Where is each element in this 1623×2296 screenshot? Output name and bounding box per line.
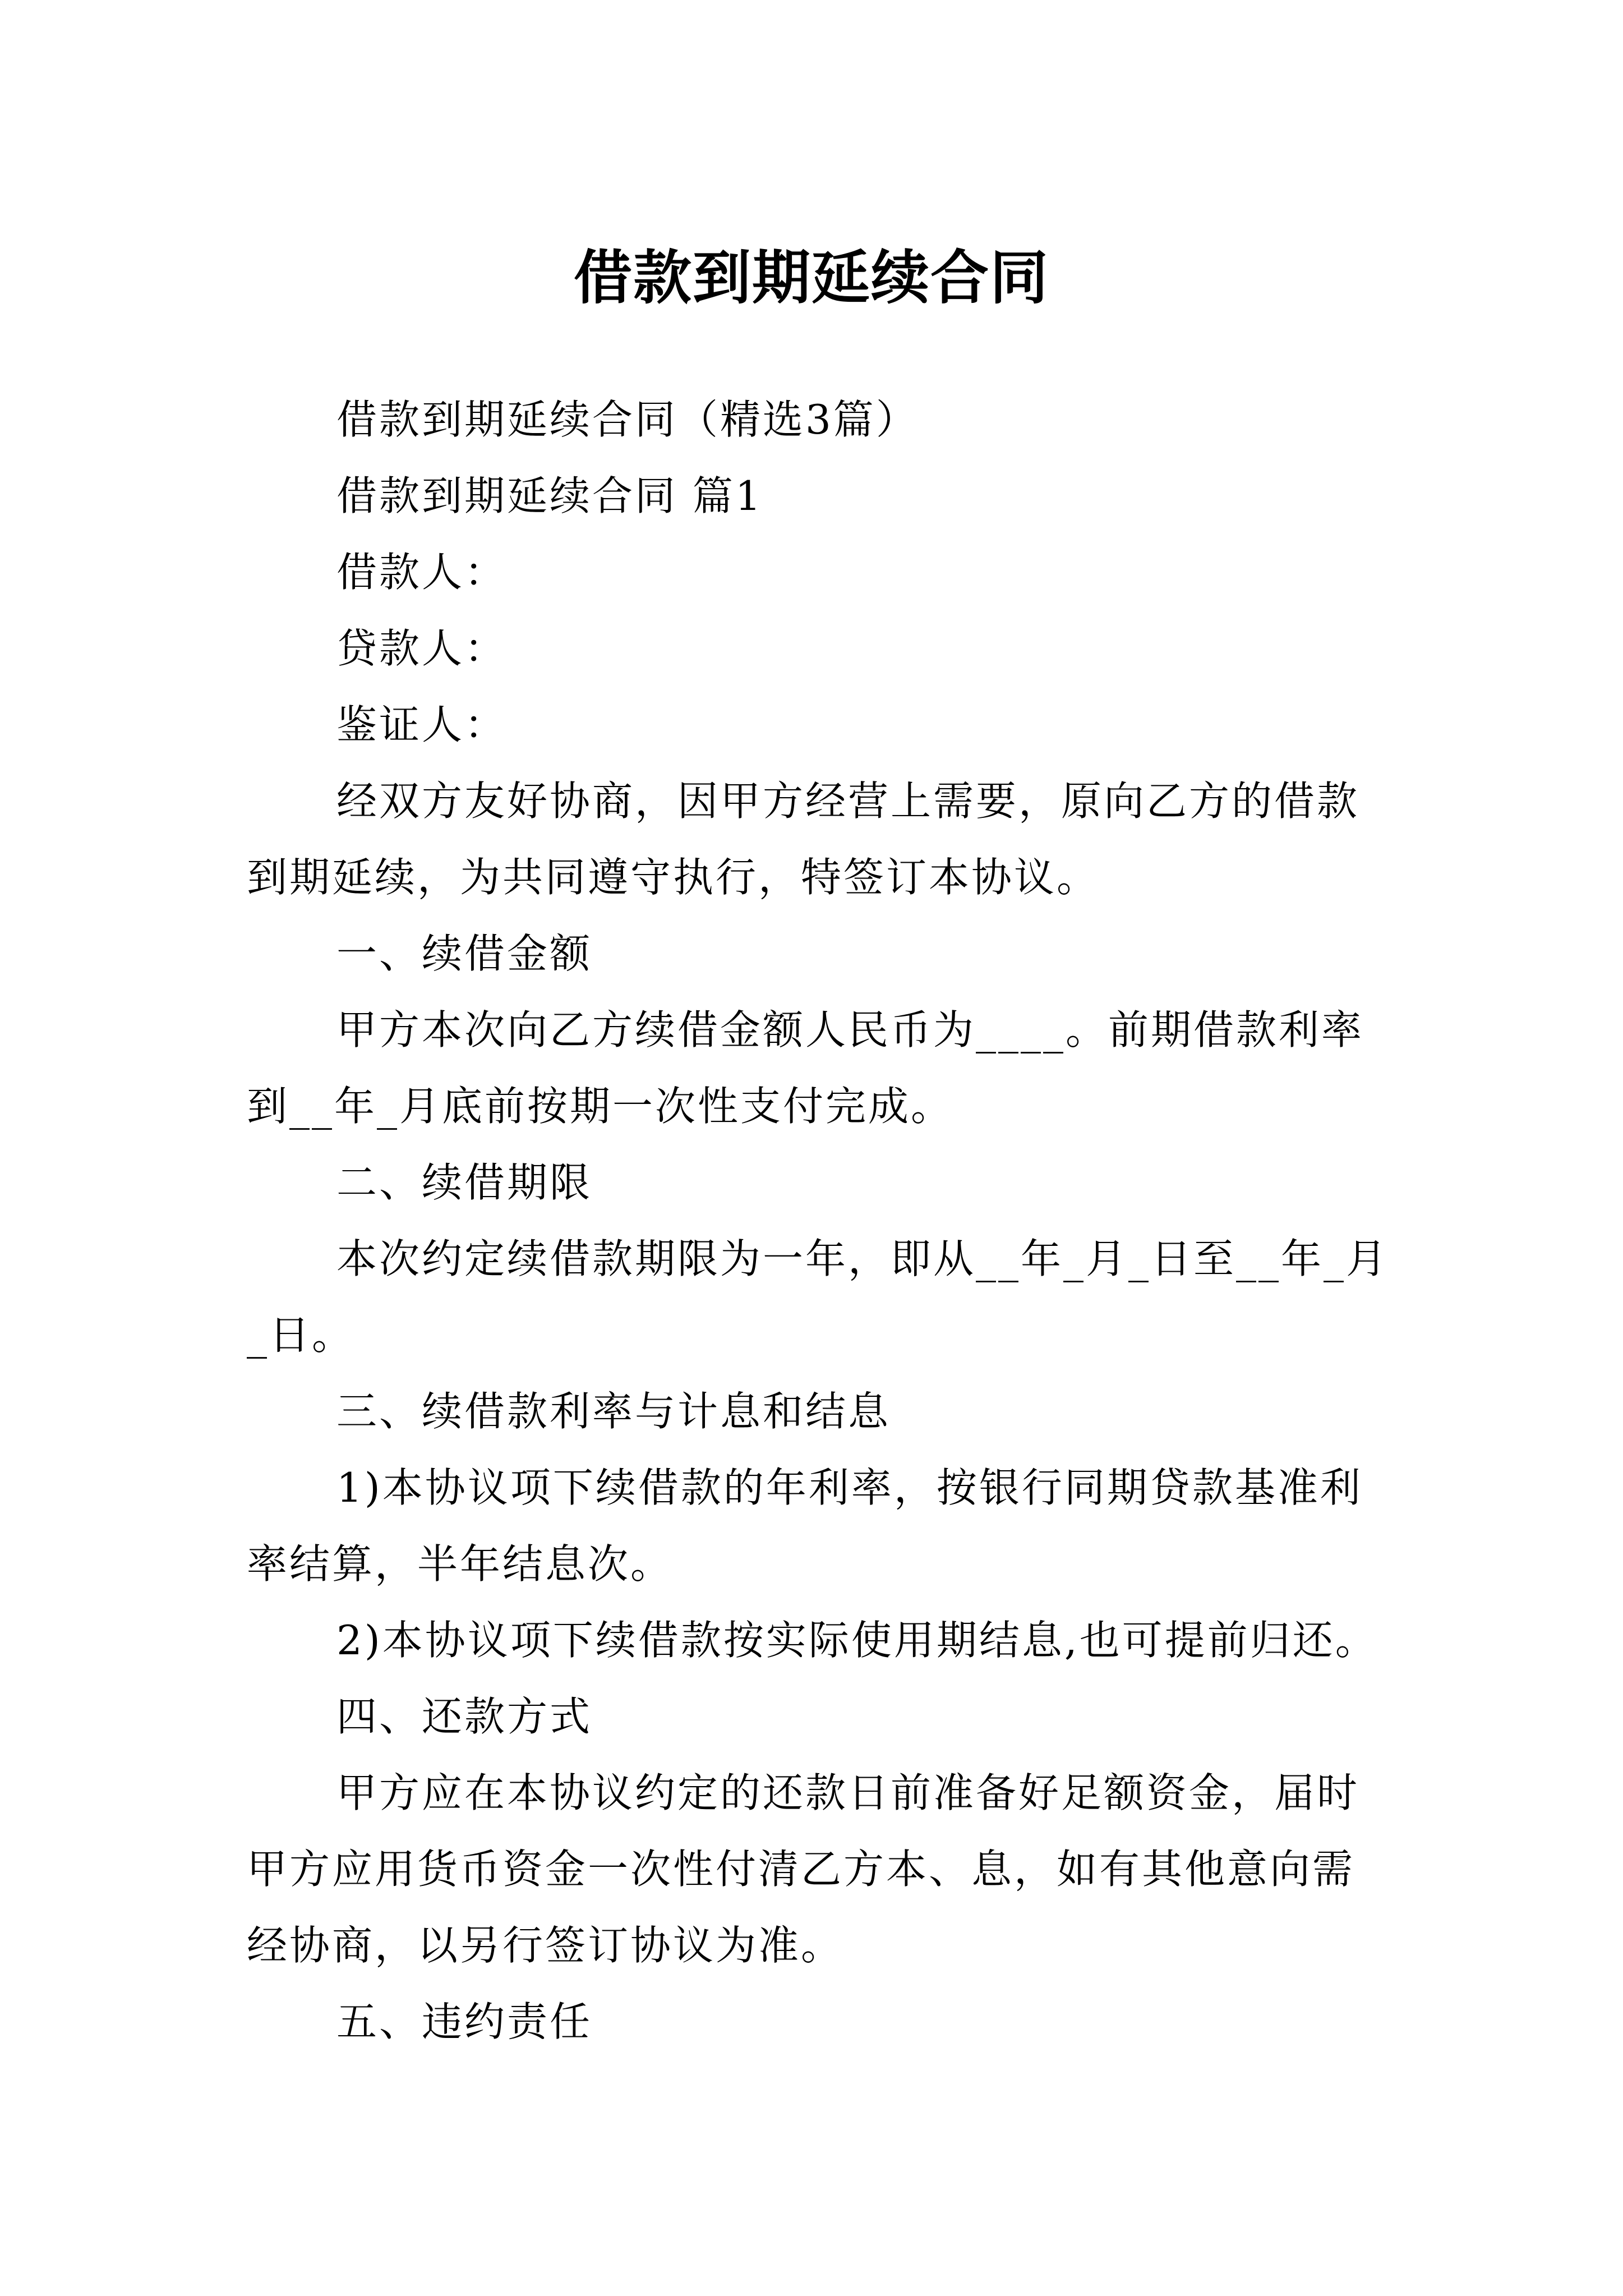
lender-field: 贷款人： — [336, 625, 508, 672]
clause-heading: 五、违约责任 — [336, 1998, 593, 2045]
clause-heading: 四、还款方式 — [336, 1693, 593, 1740]
clause-heading: 二、续借期限 — [336, 1159, 593, 1206]
clause-paragraph: 2)本协议项下续借款按实际使用期结息,也可提前归还。 — [336, 1617, 1378, 1664]
subtitle-paragraph: 借款到期延续合同（精选3篇） — [336, 396, 919, 443]
clause-paragraph: 1)本协议项下续借款的年利率，按银行同期贷款基准利率结算，半年结息次。 — [247, 1464, 1363, 1588]
witness-field: 鉴证人： — [336, 701, 508, 748]
document-title: 借款到期延续合同 — [573, 242, 1049, 312]
clause-heading: 三、续借款利率与计息和结息 — [336, 1388, 891, 1435]
clause-paragraph: 本次约定续借款期限为一年，即从__年_月_日至__年_月_日。 — [247, 1235, 1389, 1359]
clause-paragraph: 甲方应在本协议约定的还款日前准备好足额资金，届时甲方应用货币资金一次性付清乙方本、息，如有其他意向需经协商，以另行签订协议为准。 — [247, 1769, 1360, 1969]
section-heading: 借款到期延续合同 篇1 — [336, 472, 763, 519]
clause-paragraph: 甲方本次向乙方续借金额人民币为____。前期借款利率到__年_月底前按期一次性支付完成。 — [247, 1006, 1364, 1130]
intro-paragraph: 经双方友好协商，因甲方经营上需要，原向乙方的借款到期延续，为共同遵守执行，特签订本协议。 — [247, 777, 1360, 901]
document-body — [247, 381, 1396, 2060]
borrower-field: 借款人： — [336, 549, 508, 596]
clause-heading: 一、续借金额 — [336, 930, 593, 977]
